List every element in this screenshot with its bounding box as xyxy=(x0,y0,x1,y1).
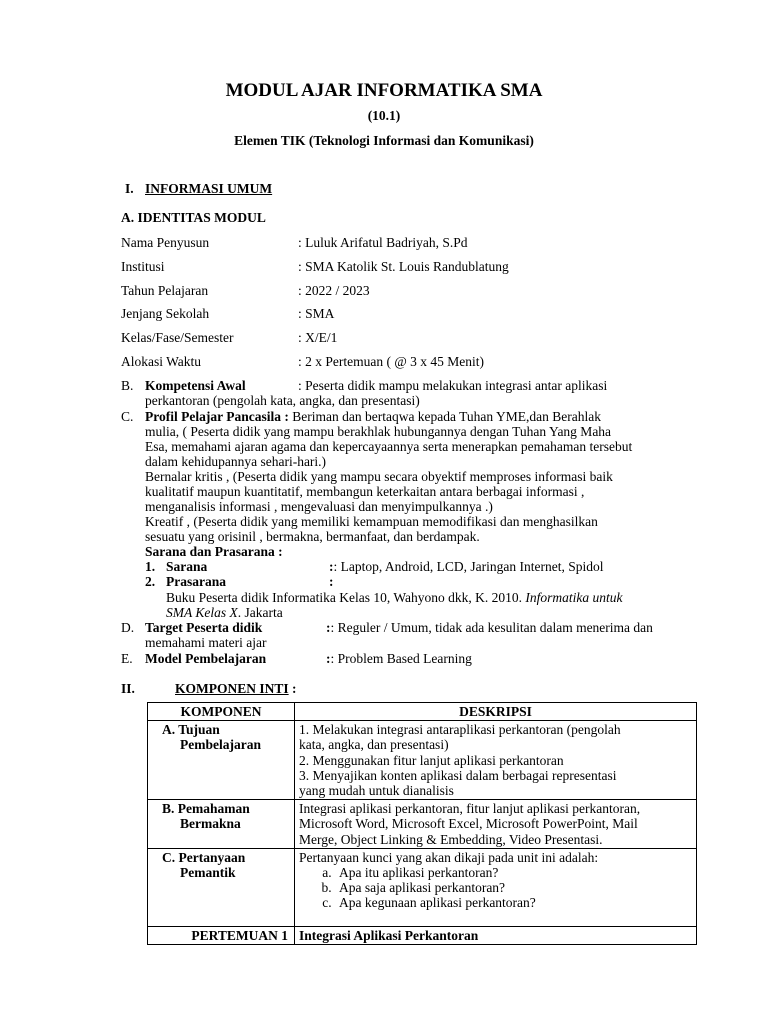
profil-line xyxy=(145,409,601,424)
deskripsi-line: Integrasi aplikasi perkantoran, fitur lanjut aplikasi perkantoran, xyxy=(299,801,641,817)
identitas-label: Nama Penyusun xyxy=(121,235,210,250)
prasarana-label: Prasarana xyxy=(166,574,226,589)
prasarana-number: 2. xyxy=(145,574,156,589)
identitas-label: Institusi xyxy=(121,259,165,274)
sarana-value: :: Laptop, Android, LCD, Jaringan Internet, Spidol xyxy=(329,559,604,574)
deskripsi-line: Microsoft Word, Microsoft Excel, Microsoft PowerPoint, Mail xyxy=(299,816,638,832)
prasarana-text xyxy=(166,605,283,620)
section1-number: I. xyxy=(125,181,134,196)
list-item: b. Apa saja aplikasi perkantoran? xyxy=(335,880,693,895)
model-pembelajaran-label: Model Pembelajaran xyxy=(145,651,267,666)
profil-pancasila-label: Profil Pelajar Pancasila : xyxy=(145,409,289,424)
identitas-label: Tahun Pelajaran xyxy=(121,283,209,298)
profil-text: Bernalar kritis , (Peserta didik yang mampu secara obyektif memproses informasi baik xyxy=(145,469,613,484)
komponen-cell xyxy=(148,721,295,800)
komponen-cell xyxy=(148,800,295,849)
prasarana-text-plain: Buku Peserta didik Informatika Kelas 10, Wahyono dkk, K. 2010. xyxy=(166,590,526,605)
deskripsi-cell xyxy=(295,721,697,800)
profil-text: menganalisis informasi , mengevaluasi dan menyimpulkannya .) xyxy=(145,499,493,514)
pertanyaan-list xyxy=(299,865,693,911)
komponen-label: C. Pertanyaan xyxy=(162,849,246,865)
kompetensi-awal-label: Kompetensi Awal xyxy=(145,378,246,393)
identitas-label: Kelas/Fase/Semester xyxy=(121,330,234,345)
kompetensi-awal-text: perkantoran (pengolah kata, angka, dan presentasi) xyxy=(145,393,420,408)
identitas-value: : SMA Katolik St. Louis Randublatung xyxy=(298,259,509,274)
identitas-value: : Luluk Arifatul Badriyah, S.Pd xyxy=(298,235,468,250)
target-peserta-label: Target Peserta didik xyxy=(145,620,263,635)
komponen-label: Pembelajaran xyxy=(180,737,261,753)
sarana-label: Sarana xyxy=(166,559,208,574)
col-deskripsi-header: DESKRIPSI xyxy=(295,703,697,721)
profil-text: Esa, memahami ajaran agama dan kepercayaannya serta menerapkan pemahaman tersebut xyxy=(145,439,633,454)
prasarana-text-italic: Informatika untuk xyxy=(525,590,623,605)
section2-number: II. xyxy=(121,681,135,696)
pertemuan-label: PERTEMUAN 1 xyxy=(148,926,295,944)
col-komponen-header: KOMPONEN xyxy=(148,703,295,721)
profil-text: Beriman dan bertaqwa kepada Tuhan YME,dan Berahlak xyxy=(288,409,602,424)
profil-text: mulia, ( Peserta didik yang mampu berakhlak hubungannya dengan Tuhan Yang Maha xyxy=(145,424,612,439)
target-peserta-text: memahami materi ajar xyxy=(145,635,267,650)
table-header-row xyxy=(148,703,697,721)
deskripsi-line: 2. Menggunakan fitur lanjut aplikasi perkantoran xyxy=(299,752,564,768)
deskripsi-line: 3. Menyajikan konten aplikasi dalam berbagai representasi xyxy=(299,767,617,783)
section2-title-suffix: : xyxy=(288,681,297,696)
deskripsi-cell xyxy=(295,848,697,926)
table-row xyxy=(148,848,697,926)
identitas-title: A. IDENTITAS MODUL xyxy=(121,210,266,225)
section2-title: KOMPONEN INTI xyxy=(175,681,289,696)
model-pembelajaran-value: : Problem Based Learning xyxy=(330,651,472,666)
sarana-number: 1. xyxy=(145,559,156,574)
deskripsi-line: kata, angka, dan presentasi) xyxy=(299,737,449,753)
list-item: a. Apa itu aplikasi perkantoran? xyxy=(335,865,693,880)
identitas-value: : 2 x Pertemuan ( @ 3 x 45 Menit) xyxy=(298,354,485,369)
komponen-label: A. Tujuan xyxy=(162,722,220,738)
pertanyaan-intro: Pertanyaan kunci yang akan dikaji pada unit ini adalah: xyxy=(299,849,599,865)
section1-title: INFORMASI UMUM xyxy=(145,181,273,196)
komponen-label: Bermakna xyxy=(180,816,241,832)
profil-text: sesuatu yang orisinil , bermakna, bermanfaat, dan berdampak. xyxy=(145,529,480,544)
item-e-letter: E. xyxy=(121,651,133,666)
prasarana-text-plain: . Jakarta xyxy=(237,605,283,620)
list-item: c. Apa kegunaan aplikasi perkantoran? xyxy=(335,895,693,910)
target-peserta-text-value: : Reguler / Umum, tidak ada kesulitan dalam menerima dan xyxy=(330,620,653,635)
table-row xyxy=(148,800,697,849)
sarana-value-text: : Laptop, Android, LCD, Jaringan Internet, Spidol xyxy=(333,559,604,574)
komponen-inti-table xyxy=(147,702,697,945)
identitas-value: : SMA xyxy=(298,306,335,321)
prasarana-colon: : xyxy=(329,574,334,589)
prasarana-text xyxy=(166,590,622,605)
element-subtitle: Elemen TIK (Teknologi Informasi dan Komunikasi) xyxy=(234,133,534,148)
komponen-label: B. Pemahaman xyxy=(162,801,250,817)
profil-text: Kreatif , (Peserta didik yang memiliki kemampuan memodifikasi dan menghasilkan xyxy=(145,514,598,529)
sarana-prasarana-title: Sarana dan Prasarana : xyxy=(145,544,283,559)
document-title: MODUL AJAR INFORMATIKA SMA xyxy=(225,80,543,101)
item-b-letter: B. xyxy=(121,378,134,393)
deskripsi-cell xyxy=(295,800,697,849)
deskripsi-line: Merge, Object Linking & Embedding, Video Presentasi. xyxy=(299,831,603,847)
kompetensi-awal-text: : Peserta didik mampu melakukan integrasi antar aplikasi xyxy=(298,378,608,393)
profil-text: dalam kehidupannya sehari-hari.) xyxy=(145,454,327,469)
item-c-letter: C. xyxy=(121,409,134,424)
deskripsi-line: yang mudah untuk dianalisis xyxy=(299,783,454,799)
identitas-value: : 2022 / 2023 xyxy=(298,283,370,298)
model-pembelajaran-text: :: Problem Based Learning xyxy=(326,651,472,666)
komponen-label: Pemantik xyxy=(180,865,236,881)
identitas-label: Jenjang Sekolah xyxy=(121,306,210,321)
pertemuan-title: Integrasi Aplikasi Perkantoran xyxy=(295,926,697,944)
item-d-letter: D. xyxy=(121,620,135,635)
identitas-label: Alokasi Waktu xyxy=(121,354,202,369)
section2-heading xyxy=(175,681,297,696)
table-row xyxy=(148,721,697,800)
komponen-cell xyxy=(148,848,295,926)
module-code: (10.1) xyxy=(367,108,401,123)
target-peserta-text: :: Reguler / Umum, tidak ada kesulitan dalam menerima dan xyxy=(326,620,653,635)
identitas-value: : X/E/1 xyxy=(298,330,338,345)
deskripsi-line: 1. Melakukan integrasi antaraplikasi perkantoran (pengolah xyxy=(299,722,621,738)
profil-text: kualitatif maupun kuantitatif, membangun keterkaitan antara berbagai informasi , xyxy=(145,484,585,499)
prasarana-text-italic: SMA Kelas X xyxy=(166,605,238,620)
table-row xyxy=(148,926,697,944)
